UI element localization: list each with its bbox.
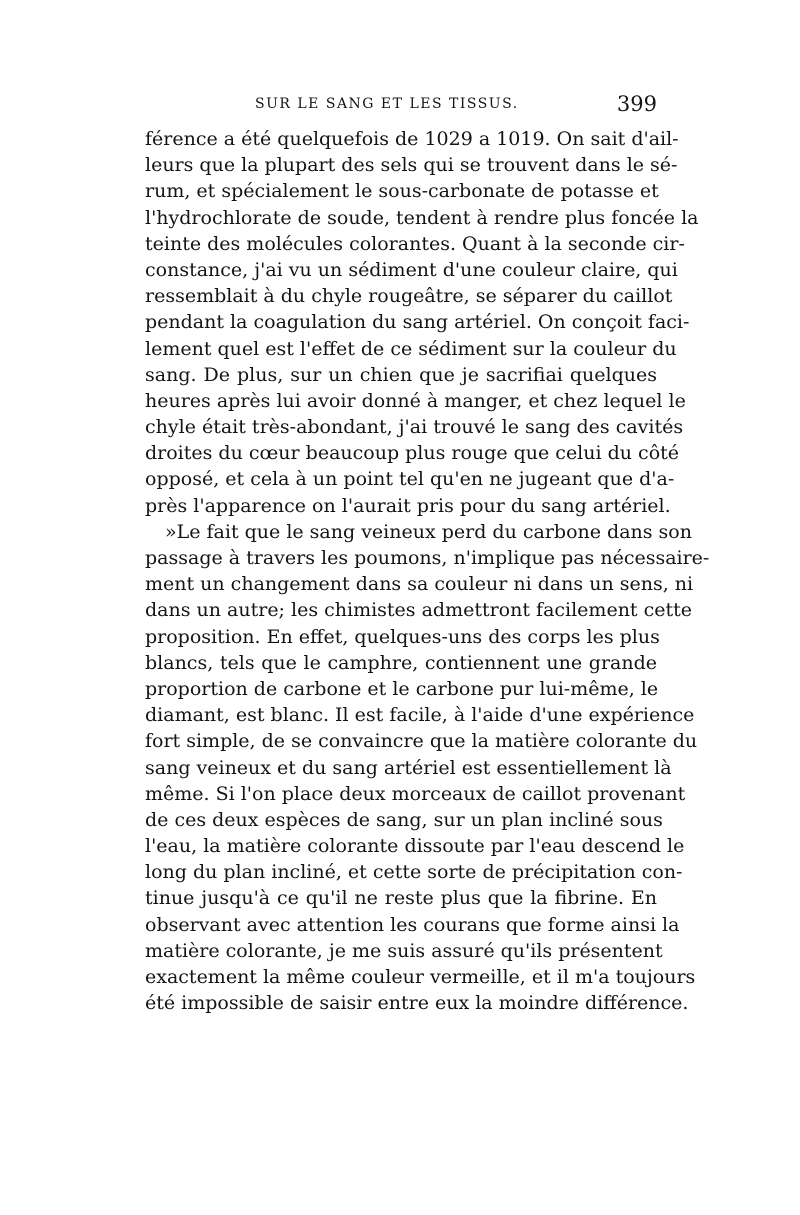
text-line: long du plan incliné, et cette sorte de précipitation con- — [145, 861, 683, 884]
text-line: opposé, et cela à un point tel qu'en ne jugeant que d'a- — [145, 468, 675, 491]
text-line: observant avec attention les courans que forme ainsi la — [145, 913, 680, 936]
text-line: droites du cœur beaucoup plus rouge que celui du côté — [145, 442, 680, 465]
text-line: tinue jusqu'à ce qu'il ne reste plus que la fibrine. En — [145, 887, 657, 910]
text-line: rum, et spécialement le sous-carbonate de potasse et — [145, 180, 659, 203]
running-title: SUR LE SANG ET LES TISSUS. — [255, 96, 519, 112]
text-line: diamant, est blanc. Il est facile, à l'aide d'une expérience — [145, 704, 695, 727]
text-line: pendant la coagulation du sang artériel. On conçoit faci- — [145, 311, 690, 334]
text-line: de ces deux espèces de sang, sur un plan incliné sous — [145, 808, 663, 831]
text-line: été impossible de saisir entre eux la moindre différence. — [145, 992, 689, 1015]
text-line: même. Si l'on place deux morceaux de caillot provenant — [145, 782, 686, 805]
text-line: sang veineux et du sang artériel est essentiellement là — [145, 756, 672, 779]
text-line: lement quel est l'effet de ce sédiment sur la couleur du — [145, 337, 677, 360]
paragraph-last-line: près l'apparence on l'aurait pris pour du sang artériel. — [145, 494, 671, 517]
text-line: proposition. En effet, quelques-uns des corps les plus — [145, 625, 660, 648]
text-line: férence a été quelquefois de 1029 a 1019. On sait d'ail- — [145, 128, 679, 150]
text-line: heures après lui avoir donné à manger, et chez lequel le — [145, 389, 686, 412]
text-line: chyle était très-abondant, j'ai trouvé le sang des cavités — [145, 416, 684, 439]
body-text — [145, 126, 710, 1016]
text-line: ressemblait à du chyle rougeâtre, se séparer du caillot — [145, 285, 673, 308]
text-line: exactement la même couleur vermeille, et il m'a toujours — [145, 966, 696, 988]
text-line: matière colorante, je me suis assuré qu'ils présentent — [145, 939, 663, 962]
text-line: constance, j'ai vu un sédiment d'une couleur claire, qui — [145, 258, 678, 281]
text-line: passage à travers les poumons, n'implique pas nécessaire- — [145, 547, 710, 569]
text-line: blancs, tels que le camphre, contiennent une grande — [145, 651, 657, 674]
text-line: ment un changement dans sa couleur ni dans un sens, ni — [145, 573, 694, 596]
text-line: l'hydrochlorate de soude, tendent à rendre plus foncée la — [145, 206, 699, 229]
text-line: fort simple, de se convaincre que la matière colorante du — [145, 730, 698, 753]
text-line: leurs que la plupart des sels qui se trouvent dans le sé- — [145, 154, 678, 177]
text-line: teinte des molécules colorantes. Quant à la seconde cir- — [145, 232, 685, 255]
paragraph-first-line: »Le fait que le sang veineux perd du carbone dans son — [165, 520, 692, 543]
page-header — [145, 92, 657, 118]
text-line: dans un autre; les chimistes admettront facilement cette — [145, 599, 693, 622]
text-line: sang. De plus, sur un chien que je sacrifiai quelques — [145, 363, 657, 386]
text-line: proportion de carbone et le carbone pur lui-même, le — [145, 677, 659, 700]
page-number: 399 — [616, 92, 657, 116]
text-line: l'eau, la matière colorante dissoute par l'eau descend le — [145, 835, 685, 858]
